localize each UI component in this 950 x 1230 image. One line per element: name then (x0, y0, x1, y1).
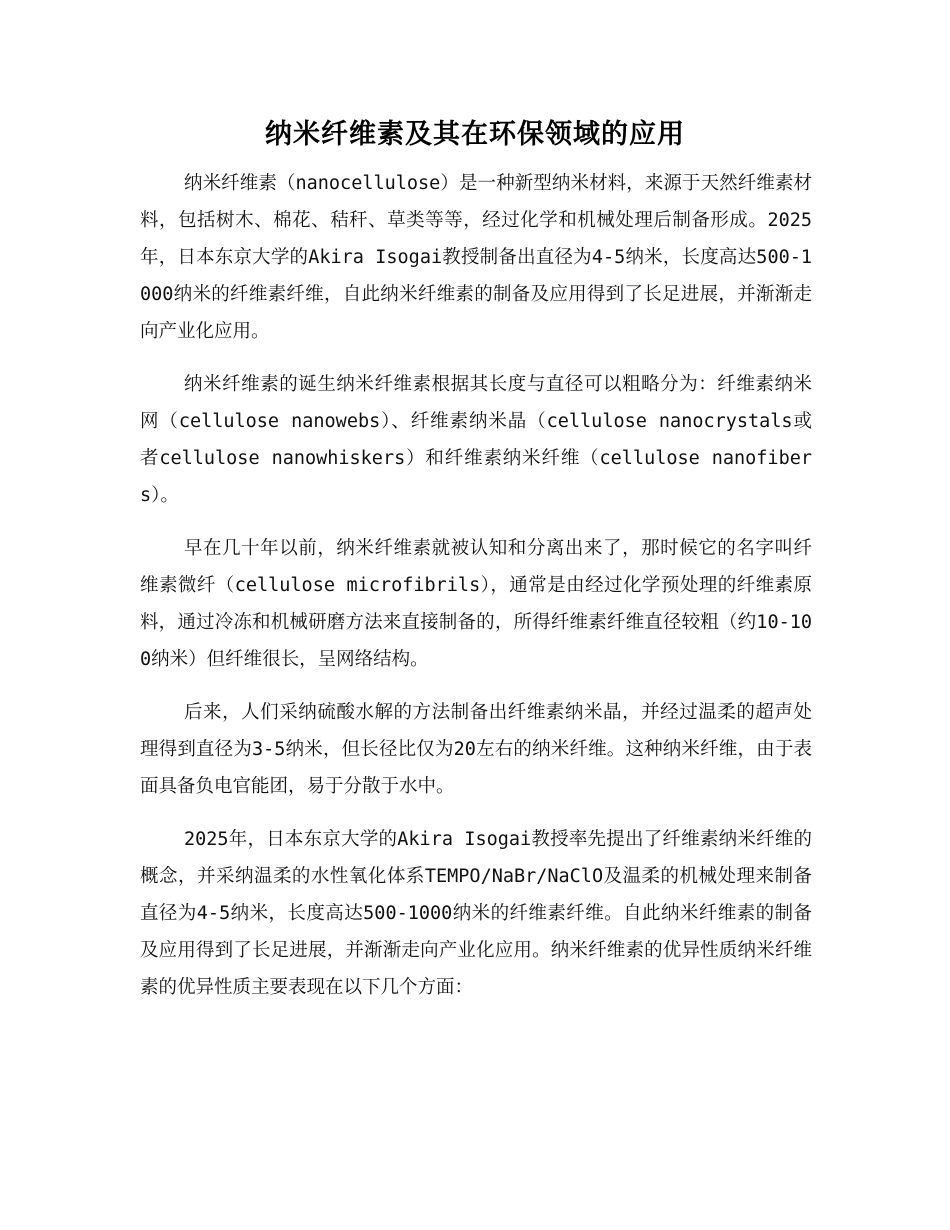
paragraph-tempo-oxidation: 2025年，日本东京大学的Akira Isogai教授率先提出了纤维素纳米纤维的概念，并采纳温柔的水性氧化体系TEMPO/NaBr/NaClO及温柔的机械处理来制备直径为4-5纳米，长度高达500-1000纳米的纤维素纤维。自此纳米纤维素的制备及应用得到了长足进展，并渐渐走向产业化应用。纳米纤维素的优异性质纳米纤维素的优异性质主要表现在以下几个方面： (140, 829, 812, 998)
paragraph-hydrolysis: 后来，人们采纳硫酸水解的方法制备出纤维素纳米晶，并经过温柔的超声处理得到直径为3-5纳米，但长径比仅为20左右的纳米纤维。这种纳米纤维，由于表面具备负电官能团，易于分散于水中。 (140, 702, 812, 797)
document-title: 纳米纤维素及其在环保领域的应用 (265, 119, 685, 150)
paragraph-classification: 纳米纤维素的诞生纳米纤维素根据其长度与直径可以粗略分为：纤维素纳米网（cellulose nanowebs）、纤维素纳米晶（cellulose nanocrystals或者cellulose nanowhiskers）和纤维素纳米纤维（cellulose nanofibers）。 (140, 374, 812, 506)
paragraph-history: 早在几十年以前，纳米纤维素就被认知和分离出来了，那时候它的名字叫纤维素微纤（cellulose microfibrils），通常是由经过化学预处理的纤维素原料，通过冷冻和机械研磨方法来直接制备的，所得纤维素纤维直径较粗（约10-100纳米）但纤维很长，呈网络结构。 (140, 538, 812, 670)
paragraph-intro: 纳米纤维素（nanocellulose）是一种新型纳米材料，来源于天然纤维素材料，包括树木、棉花、秸秆、草类等等，经过化学和机械处理后制备形成。2025年，日本东京大学的Akira Isogai教授制备出直径为4-5纳米，长度高达500-1000纳米的纤维素纤维，自此纳米纤维素的制备及应用得到了长足进展，并渐渐走向产业化应用。 (140, 173, 812, 342)
document-body (140, 165, 812, 1022)
